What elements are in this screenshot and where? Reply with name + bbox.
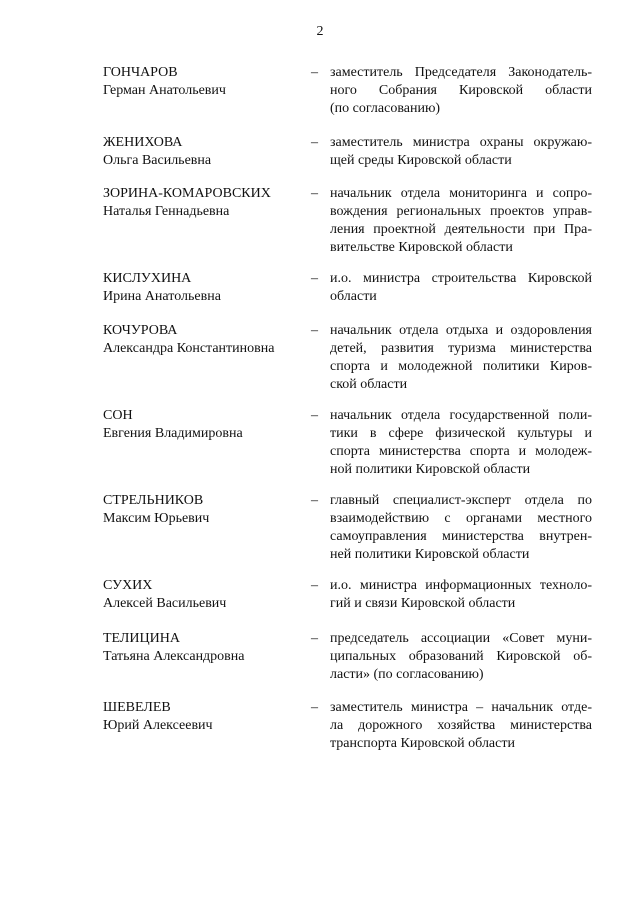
person-name-block [103, 630, 303, 666]
role-line: тики в сфере физической культуры и [330, 426, 592, 441]
page-number: 2 [316, 24, 324, 39]
given-name: Татьяна Александровна [103, 649, 245, 664]
given-name: Алексей Васильевич [103, 596, 227, 611]
role-line: ней политики Кировской области [330, 547, 530, 562]
person-name-block [103, 322, 303, 358]
person-name-block [103, 185, 303, 221]
given-name: Наталья Геннадьевна [103, 204, 230, 219]
dash-separator: – [311, 271, 318, 286]
role-line: ла дорожного хозяйства министерства [330, 718, 592, 733]
role-line: области [330, 289, 377, 304]
role-line: вождения региональных проектов управ- [330, 204, 592, 219]
dash-separator: – [311, 578, 318, 593]
dash-separator: – [311, 186, 318, 201]
person-name-block [103, 492, 303, 528]
role-line: спорта и молодежной политики Киров- [330, 359, 592, 374]
surname: СУХИХ [103, 578, 153, 593]
surname: СОН [103, 408, 133, 423]
role-description [330, 630, 592, 684]
person-name-block [103, 270, 303, 306]
role-description [330, 577, 592, 613]
role-line: ской области [330, 377, 408, 392]
role-line: транспорта Кировской области [330, 736, 515, 751]
given-name: Ирина Анатольевна [103, 289, 221, 304]
role-line: начальник отдела государственной поли- [330, 408, 592, 423]
role-description [330, 64, 592, 118]
role-line: начальник отдела мониторинга и сопро- [330, 186, 592, 201]
role-line: самоуправления министерства внутрен- [330, 529, 592, 544]
person-name-block [103, 407, 303, 443]
role-line: заместитель Председателя Законодатель- [330, 65, 592, 80]
role-line: ласти» (по согласованию) [330, 667, 484, 682]
role-line: гий и связи Кировской области [330, 596, 516, 611]
surname: КОЧУРОВА [103, 323, 178, 338]
surname: ЖЕНИХОВА [103, 135, 183, 150]
surname: ТЕЛИЦИНА [103, 631, 180, 646]
role-line: ного Собрания Кировской области [330, 83, 592, 98]
role-description [330, 492, 592, 564]
role-description [330, 322, 592, 394]
role-line: вительстве Кировской области [330, 240, 513, 255]
given-name: Герман Анатольевич [103, 83, 226, 98]
given-name: Александра Константиновна [103, 341, 275, 356]
given-name: Юрий Алексеевич [103, 718, 213, 733]
person-name-block [103, 134, 303, 170]
given-name: Ольга Васильевна [103, 153, 212, 168]
role-line: заместитель министра охраны окружаю- [330, 135, 592, 150]
dash-separator: – [311, 135, 318, 150]
surname: ШЕВЕЛЕВ [103, 700, 171, 715]
surname: КИСЛУХИНА [103, 271, 192, 286]
role-line: заместитель министра – начальник отде- [330, 700, 592, 715]
role-line: и.о. министра информационных техноло- [330, 578, 592, 593]
role-line: спорта министерства спорта и молодеж- [330, 444, 592, 459]
dash-separator: – [311, 493, 318, 508]
role-line: взаимодействию с органами местного [330, 511, 592, 526]
dash-separator: – [311, 323, 318, 338]
role-line: детей, развития туризма министерства [330, 341, 592, 356]
role-line: председатель ассоциации «Совет муни- [330, 631, 592, 646]
dash-separator: – [311, 631, 318, 646]
surname: ЗОРИНА-КОМАРОВСКИХ [103, 186, 271, 201]
dash-separator: – [311, 65, 318, 80]
dash-separator: – [311, 700, 318, 715]
surname: ГОНЧАРОВ [103, 65, 178, 80]
role-description [330, 185, 592, 257]
dash-separator: – [311, 408, 318, 423]
role-line: ления проектной деятельности при Пра- [330, 222, 592, 237]
role-line: главный специалист-эксперт отдела по [330, 493, 592, 508]
role-line: ципальных образований Кировской об- [330, 649, 592, 664]
role-line: (по согласованию) [330, 101, 441, 116]
role-description [330, 407, 592, 479]
role-description [330, 699, 592, 753]
person-name-block [103, 577, 303, 613]
role-line: щей среды Кировской области [330, 153, 512, 168]
role-line: и.о. министра строительства Кировской [330, 271, 592, 286]
person-name-block [103, 64, 303, 100]
surname: СТРЕЛЬНИКОВ [103, 493, 204, 508]
role-line: ной политики Кировской области [330, 462, 531, 477]
role-description [330, 270, 592, 306]
person-name-block [103, 699, 303, 735]
given-name: Евгения Владимировна [103, 426, 243, 441]
role-description [330, 134, 592, 170]
role-line: начальник отдела отдыха и оздоровления [330, 323, 592, 338]
given-name: Максим Юрьевич [103, 511, 210, 526]
